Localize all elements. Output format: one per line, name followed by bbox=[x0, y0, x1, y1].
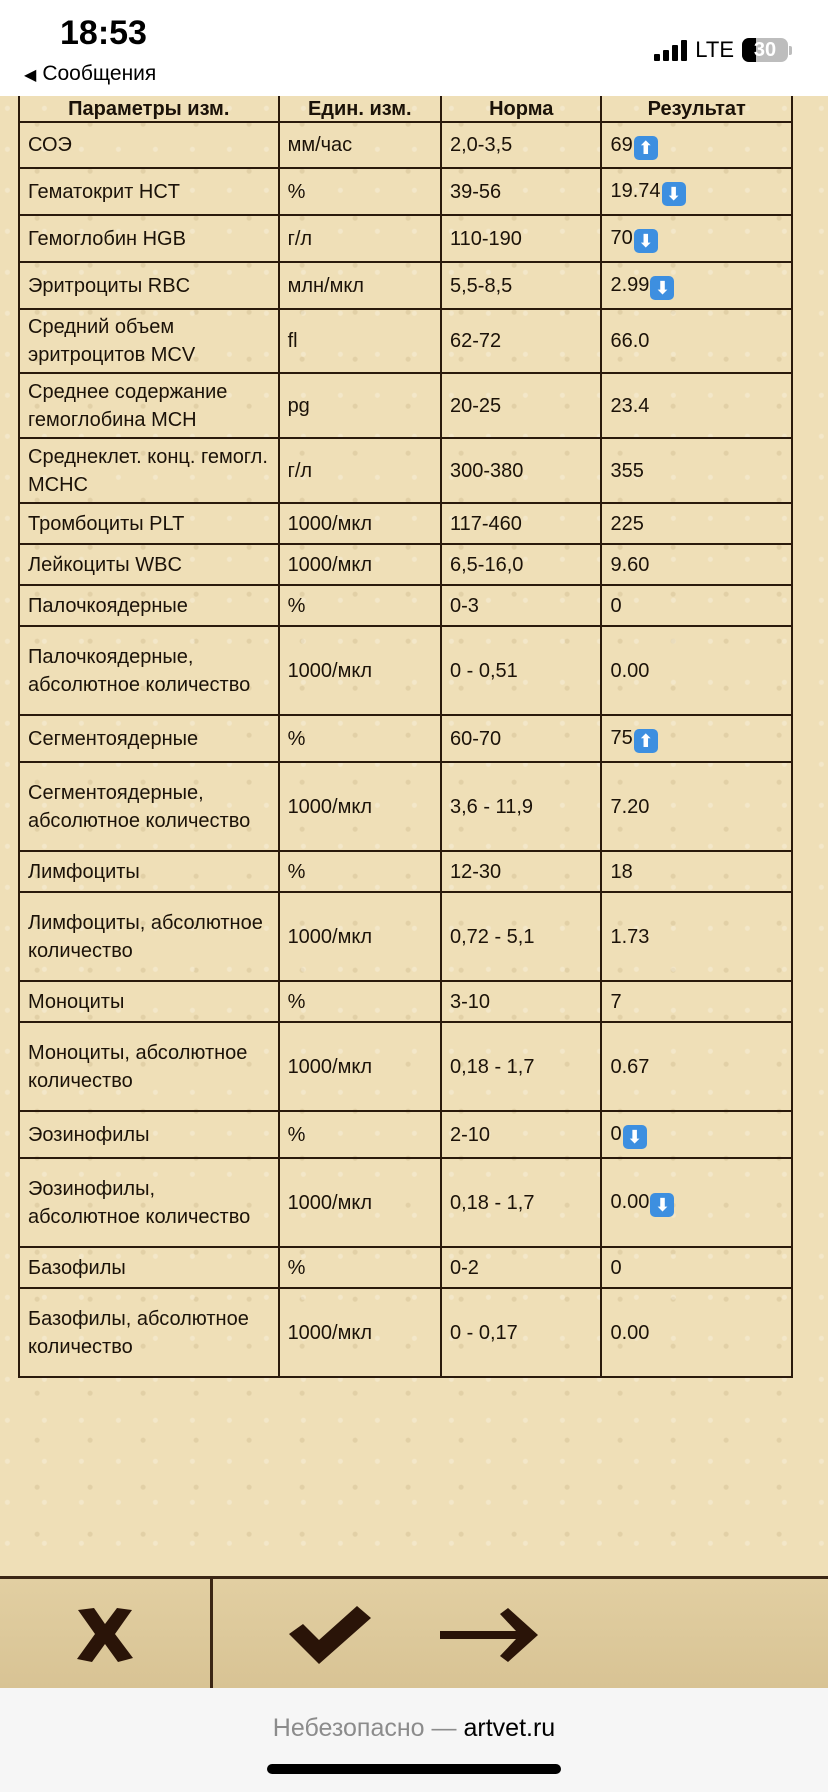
cell-unit bbox=[279, 1022, 441, 1111]
header-unit: Един. изм. bbox=[279, 96, 441, 122]
table-row bbox=[19, 438, 792, 503]
table-row bbox=[19, 373, 792, 438]
page-content bbox=[0, 96, 828, 1576]
cell-param bbox=[19, 851, 279, 892]
table-row bbox=[19, 1111, 792, 1158]
unit-text: 1000/мкл bbox=[287, 512, 373, 535]
unit-text: мм/час bbox=[287, 134, 353, 156]
result-text: 0.00 bbox=[610, 1191, 650, 1213]
cell-param bbox=[19, 762, 279, 851]
result-text: 7.20 bbox=[610, 795, 650, 818]
arrow-down-icon: ⬇ bbox=[650, 276, 674, 300]
result-text: 0.00 bbox=[610, 1321, 650, 1344]
norm-text: 39-56 bbox=[449, 180, 502, 203]
unit-text: г/л bbox=[287, 227, 313, 250]
status-bar bbox=[0, 0, 828, 96]
cell-result bbox=[601, 892, 792, 981]
cell-norm bbox=[441, 438, 601, 503]
cell-param bbox=[19, 1111, 279, 1158]
table-row bbox=[19, 215, 792, 262]
cell-result bbox=[601, 438, 792, 503]
cell-norm bbox=[441, 892, 601, 981]
param-text: Палочкоядерные, абсолютное количество bbox=[28, 645, 251, 696]
cell-param bbox=[19, 626, 279, 715]
arrow-up-icon: ⬆ bbox=[634, 136, 658, 160]
cell-unit bbox=[279, 981, 441, 1022]
param-text: Гемоглобин HGB bbox=[28, 227, 186, 250]
unit-text: % bbox=[287, 594, 306, 617]
cell-result bbox=[601, 122, 792, 168]
arrow-right-icon bbox=[438, 1604, 542, 1666]
arrow-down-icon: ⬇ bbox=[650, 1193, 674, 1217]
cell-norm bbox=[441, 715, 601, 762]
result-text: 9.60 bbox=[610, 553, 650, 576]
param-text: Среднее содержание гемоглобина MCH bbox=[28, 380, 228, 431]
cell-unit bbox=[279, 438, 441, 503]
cell-param bbox=[19, 715, 279, 762]
next-button[interactable] bbox=[420, 1579, 560, 1691]
unit-text: 1000/мкл bbox=[287, 1191, 373, 1214]
unit-text: % bbox=[287, 860, 306, 883]
cell-param bbox=[19, 585, 279, 626]
cell-result bbox=[601, 1247, 792, 1288]
cell-param bbox=[19, 122, 279, 168]
result-text: 69 bbox=[610, 133, 633, 156]
param-text: Лейкоциты WBC bbox=[28, 553, 182, 576]
param-text: Сегментоядерные, абсолютное количество bbox=[28, 781, 251, 832]
cell-unit bbox=[279, 626, 441, 715]
url-text bbox=[0, 1714, 828, 1743]
result-text: 19.74 bbox=[610, 180, 661, 202]
cell-unit bbox=[279, 1288, 441, 1377]
norm-text: 62-72 bbox=[449, 330, 502, 352]
cell-result bbox=[601, 309, 792, 373]
cell-unit bbox=[279, 715, 441, 762]
cell-result bbox=[601, 762, 792, 851]
cell-param bbox=[19, 544, 279, 585]
cell-unit bbox=[279, 262, 441, 309]
cell-norm bbox=[441, 1111, 601, 1158]
cell-param bbox=[19, 438, 279, 503]
unit-text: % bbox=[287, 180, 306, 203]
param-text: Палочкоядерные bbox=[28, 594, 188, 617]
norm-text: 0-3 bbox=[449, 594, 479, 617]
cell-param bbox=[19, 1247, 279, 1288]
cell-result bbox=[601, 1022, 792, 1111]
unit-text: 1000/мкл bbox=[287, 659, 373, 682]
cell-param bbox=[19, 1288, 279, 1377]
header-norm: Норма bbox=[441, 96, 601, 122]
cell-param bbox=[19, 1022, 279, 1111]
arrow-down-icon: ⬇ bbox=[623, 1125, 647, 1149]
clock: 18:53 bbox=[60, 14, 147, 52]
param-text: Базофилы, абсолютное количество bbox=[28, 1307, 249, 1358]
table-row bbox=[19, 892, 792, 981]
cell-unit bbox=[279, 585, 441, 626]
unit-text: 1000/мкл bbox=[287, 795, 373, 818]
cell-norm bbox=[441, 851, 601, 892]
table-row bbox=[19, 168, 792, 215]
result-text: 2.99 bbox=[610, 274, 650, 296]
cell-param bbox=[19, 981, 279, 1022]
unit-text: г/л bbox=[287, 459, 313, 482]
arrow-up-icon: ⬆ bbox=[634, 729, 658, 753]
cell-param bbox=[19, 168, 279, 215]
cell-param bbox=[19, 262, 279, 309]
norm-text: 6,5-16,0 bbox=[449, 553, 524, 576]
cell-norm bbox=[441, 503, 601, 544]
cellular-signal-icon bbox=[654, 39, 687, 61]
result-text: 0.67 bbox=[610, 1055, 650, 1078]
table-row bbox=[19, 1158, 792, 1247]
unit-text: % bbox=[287, 1123, 306, 1146]
norm-text: 20-25 bbox=[449, 394, 502, 417]
cell-result bbox=[601, 1111, 792, 1158]
insecure-label: Небезопасно — bbox=[272, 1714, 457, 1742]
table-row bbox=[19, 544, 792, 585]
param-text: Гематокрит HCT bbox=[28, 180, 180, 203]
result-text: 1.73 bbox=[610, 925, 650, 948]
table-header-row bbox=[19, 96, 792, 122]
unit-text: % bbox=[287, 990, 306, 1013]
cell-norm bbox=[441, 1022, 601, 1111]
result-text: 75 bbox=[610, 727, 633, 749]
cell-param bbox=[19, 215, 279, 262]
arrow-down-icon: ⬇ bbox=[662, 182, 686, 206]
address-bar[interactable] bbox=[0, 1688, 828, 1792]
result-text: 70 bbox=[610, 227, 633, 249]
result-text: 18 bbox=[610, 860, 633, 883]
cell-result bbox=[601, 262, 792, 309]
table-row bbox=[19, 981, 792, 1022]
cell-result bbox=[601, 168, 792, 215]
param-text: Средний объем эритроцитов MCV bbox=[28, 316, 196, 366]
cell-result bbox=[601, 373, 792, 438]
cell-unit bbox=[279, 215, 441, 262]
table-row bbox=[19, 762, 792, 851]
cell-norm bbox=[441, 1288, 601, 1377]
norm-text: 0,72 - 5,1 bbox=[449, 925, 535, 948]
norm-text: 117-460 bbox=[449, 512, 522, 535]
back-to-messages-link[interactable] bbox=[24, 62, 156, 86]
results-table bbox=[18, 96, 793, 1378]
battery-icon bbox=[742, 38, 788, 62]
unit-text: 1000/мкл bbox=[287, 553, 373, 576]
cell-result bbox=[601, 851, 792, 892]
cell-result bbox=[601, 715, 792, 762]
close-icon bbox=[70, 1604, 140, 1666]
cell-norm bbox=[441, 373, 601, 438]
cell-norm bbox=[441, 1247, 601, 1288]
status-indicators bbox=[654, 36, 792, 64]
param-text: Тромбоциты PLT bbox=[28, 512, 185, 535]
param-text: Сегментоядерные bbox=[28, 727, 199, 750]
param-text: Эритроциты RBC bbox=[28, 274, 191, 297]
arrow-down-icon: ⬇ bbox=[634, 229, 658, 253]
table-row bbox=[19, 503, 792, 544]
header-param: Параметры изм. bbox=[19, 96, 279, 122]
unit-text: 1000/мкл bbox=[287, 1055, 373, 1078]
param-text: Моноциты bbox=[28, 990, 125, 1013]
norm-text: 0,18 - 1,7 bbox=[449, 1191, 535, 1214]
table-row bbox=[19, 715, 792, 762]
cell-unit bbox=[279, 762, 441, 851]
norm-text: 300-380 bbox=[449, 459, 524, 482]
param-text: Моноциты, абсолютное количество bbox=[28, 1041, 248, 1092]
cell-norm bbox=[441, 168, 601, 215]
cell-result bbox=[601, 544, 792, 585]
cell-unit bbox=[279, 1158, 441, 1247]
table-row bbox=[19, 122, 792, 168]
result-text: 225 bbox=[610, 512, 644, 535]
cell-param bbox=[19, 373, 279, 438]
cell-unit bbox=[279, 1247, 441, 1288]
result-text: 66.0 bbox=[610, 330, 650, 352]
table-row bbox=[19, 626, 792, 715]
param-text: Базофилы bbox=[28, 1256, 126, 1279]
cell-unit bbox=[279, 168, 441, 215]
cell-result bbox=[601, 981, 792, 1022]
back-triangle-icon: ◀ bbox=[24, 67, 37, 84]
result-text: 0 bbox=[610, 594, 622, 617]
cell-norm bbox=[441, 626, 601, 715]
unit-text: 1000/мкл bbox=[287, 1321, 373, 1344]
cell-result bbox=[601, 215, 792, 262]
cell-param bbox=[19, 309, 279, 373]
cell-unit bbox=[279, 309, 441, 373]
cell-norm bbox=[441, 981, 601, 1022]
norm-text: 110-190 bbox=[449, 227, 522, 250]
cell-unit bbox=[279, 373, 441, 438]
table-row bbox=[19, 1288, 792, 1377]
table-row bbox=[19, 1022, 792, 1111]
cell-norm bbox=[441, 1158, 601, 1247]
cell-norm bbox=[441, 262, 601, 309]
unit-text: pg bbox=[287, 394, 310, 417]
table-row bbox=[19, 1247, 792, 1288]
url-host: artvet.ru bbox=[463, 1714, 556, 1742]
cell-unit bbox=[279, 544, 441, 585]
cell-norm bbox=[441, 309, 601, 373]
cell-norm bbox=[441, 585, 601, 626]
check-icon bbox=[287, 1604, 373, 1666]
norm-text: 2-10 bbox=[449, 1123, 491, 1146]
result-text: 0 bbox=[610, 1256, 622, 1279]
cell-result bbox=[601, 1158, 792, 1247]
cell-unit bbox=[279, 503, 441, 544]
back-label: Сообщения bbox=[42, 62, 157, 85]
unit-text: % bbox=[287, 1256, 306, 1279]
cell-result bbox=[601, 1288, 792, 1377]
cell-result bbox=[601, 626, 792, 715]
param-text: Среднеклет. конц. гемогл. MCHC bbox=[28, 445, 268, 496]
home-indicator[interactable] bbox=[267, 1764, 561, 1774]
norm-text: 0 - 0,51 bbox=[449, 659, 518, 682]
cell-unit bbox=[279, 892, 441, 981]
cell-norm bbox=[441, 215, 601, 262]
unit-text: fl bbox=[287, 330, 298, 352]
norm-text: 12-30 bbox=[449, 860, 502, 883]
norm-text: 0,18 - 1,7 bbox=[449, 1055, 535, 1078]
param-text: Лимфоциты bbox=[28, 860, 140, 883]
cell-result bbox=[601, 503, 792, 544]
result-text: 23.4 bbox=[610, 394, 650, 417]
unit-text: % bbox=[287, 727, 306, 750]
unit-text: млн/мкл bbox=[287, 274, 364, 297]
param-text: Эозинофилы, абсолютное количество bbox=[28, 1177, 251, 1228]
result-text: 0 bbox=[610, 1123, 622, 1145]
battery-percent: 30 bbox=[753, 39, 777, 61]
norm-text: 0-2 bbox=[449, 1256, 479, 1279]
param-text: Лимфоциты, абсолютное количество bbox=[28, 911, 263, 962]
toolbar-divider bbox=[210, 1579, 213, 1691]
norm-text: 0 - 0,17 bbox=[449, 1321, 518, 1344]
norm-text: 5,5-8,5 bbox=[449, 274, 513, 297]
norm-text: 3-10 bbox=[449, 990, 491, 1013]
param-text: СОЭ bbox=[28, 134, 72, 156]
cell-unit bbox=[279, 1111, 441, 1158]
network-type: LTE bbox=[695, 37, 734, 62]
result-text: 7 bbox=[610, 990, 622, 1013]
table-row bbox=[19, 851, 792, 892]
result-text: 355 bbox=[610, 459, 644, 482]
table-row bbox=[19, 262, 792, 309]
cell-param bbox=[19, 1158, 279, 1247]
cell-unit bbox=[279, 851, 441, 892]
close-button[interactable] bbox=[0, 1579, 210, 1691]
cell-param bbox=[19, 892, 279, 981]
norm-text: 2,0-3,5 bbox=[449, 134, 513, 156]
bottom-toolbar bbox=[0, 1576, 828, 1688]
cell-norm bbox=[441, 122, 601, 168]
cell-norm bbox=[441, 762, 601, 851]
unit-text: 1000/мкл bbox=[287, 925, 373, 948]
param-text: Эозинофилы bbox=[28, 1123, 150, 1146]
norm-text: 3,6 - 11,9 bbox=[449, 795, 534, 818]
table-row bbox=[19, 309, 792, 373]
header-result: Результат bbox=[601, 96, 792, 122]
result-text: 0.00 bbox=[610, 659, 650, 682]
cell-norm bbox=[441, 544, 601, 585]
confirm-button[interactable] bbox=[270, 1579, 390, 1691]
cell-result bbox=[601, 585, 792, 626]
table-row bbox=[19, 585, 792, 626]
norm-text: 60-70 bbox=[449, 727, 502, 750]
cell-unit bbox=[279, 122, 441, 168]
cell-param bbox=[19, 503, 279, 544]
